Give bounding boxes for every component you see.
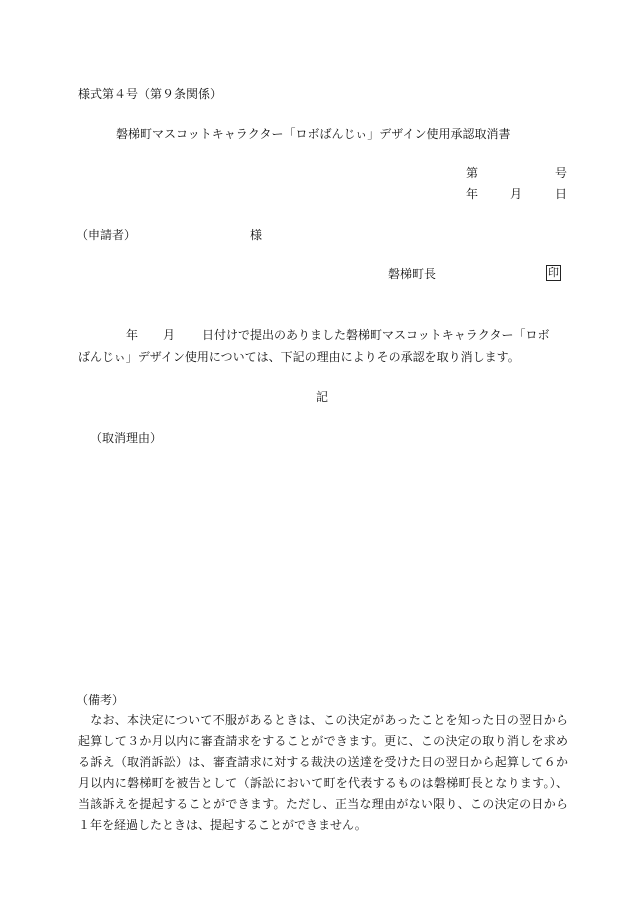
- seal-mark: 印: [548, 266, 559, 279]
- date-year: 年: [466, 187, 479, 201]
- applicant-honorific: 様: [250, 228, 263, 242]
- reason-label: （取消理由）: [90, 431, 163, 445]
- remarks-text: なお、本決定について不服があるときは、この決定があったことを知った日の翌日から起算して３か月以内に審査請求をすることができます。更に、この決定の取り消しを求める訴え（取消訴訟）は、審査請求に対する裁決の送達を受けた日の翌日から起算して６か月以内に磐梯町を被告として（訴訟において町を代表するものは磐梯町長となります。）、当該訴えを提起することができます。ただし、正当な理由がない限り、この決定の日から１年を経過したときは、提起することができません。: [78, 713, 568, 832]
- applicant-label: （申請者）: [76, 228, 137, 242]
- body-line-2: ばんじぃ」デザイン使用については、下記の理由によりその承認を取り消します。: [78, 350, 520, 364]
- number-suffix: 号: [555, 166, 568, 180]
- document-title: 磐梯町マスコットキャラクター「ロボばんじぃ」デザイン使用承認取消書: [116, 127, 511, 141]
- body-year: 年: [126, 328, 139, 342]
- date-day: 日: [555, 187, 568, 201]
- form-label: 様式第４号（第９条関係）: [78, 87, 223, 101]
- number-prefix: 第: [466, 166, 479, 180]
- body-month: 月: [163, 328, 176, 342]
- issuer-title: 磐梯町長: [388, 267, 437, 281]
- date-month: 月: [510, 187, 523, 201]
- body-line-1: 日付けで提出のありました磐梯町マスコットキャラクター「ロボ: [202, 328, 550, 342]
- remarks-label: （備考）: [76, 693, 125, 707]
- ki-heading: 記: [316, 390, 329, 404]
